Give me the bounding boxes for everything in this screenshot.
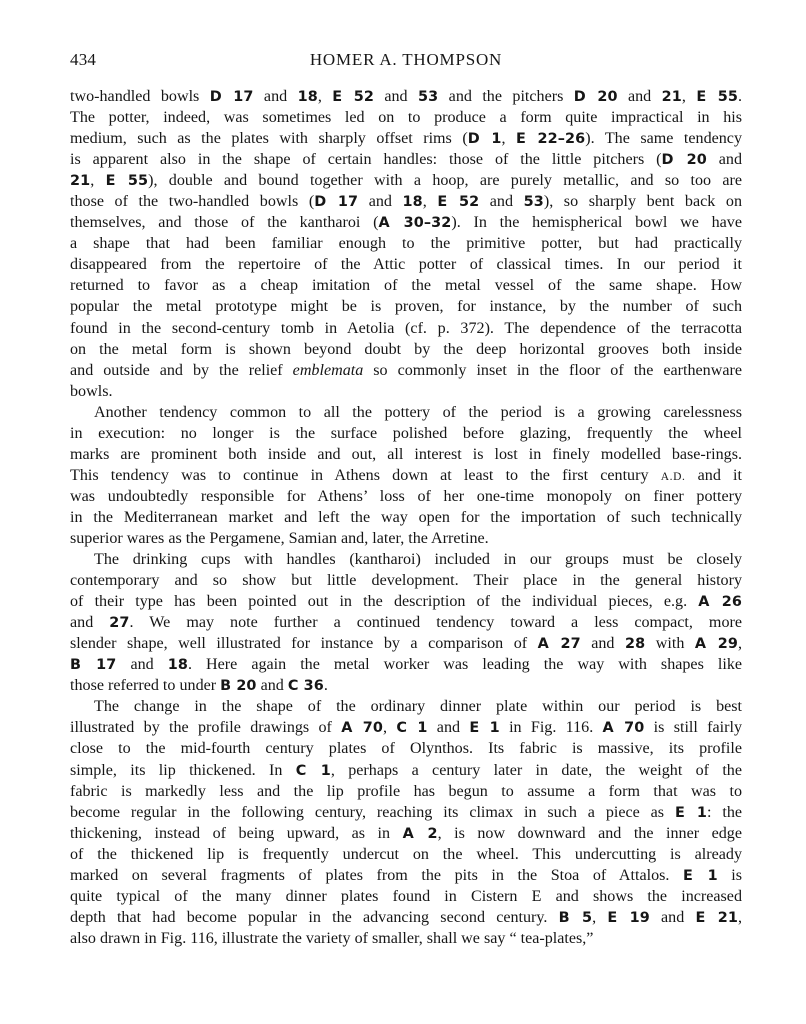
text-line: on the metal form is shown beyond doubt by the deep horizontal grooves both inside	[70, 340, 742, 358]
catalogue-reference: D 17	[314, 194, 359, 211]
catalogue-reference: A 27	[537, 636, 581, 653]
catalogue-reference: 21	[661, 89, 682, 105]
catalogue-reference: 53	[418, 89, 439, 105]
catalogue-reference: 18	[297, 89, 318, 105]
text-line: of their type has been pointed out in the description of the individual pieces, e.g. A 26	[70, 593, 742, 611]
catalogue-reference: E 19	[607, 909, 650, 926]
text-line: B 17 and 18. Here again the metal worker was leading the way with shapes like	[70, 656, 743, 674]
text-line: returned to favor as a cheap imitation of the metal vessel of the same shape. How	[70, 277, 742, 295]
text-line: contemporary and so show but little development. Their place in the general history	[70, 572, 742, 590]
catalogue-reference: E 21	[695, 909, 738, 926]
text-line: of the thickened lip is frequently undercut on the wheel. This undercutting is already	[70, 845, 742, 863]
catalogue-reference: D 20	[661, 152, 707, 169]
catalogue-reference: E 1	[674, 804, 707, 821]
catalogue-reference: A 70	[341, 720, 384, 737]
text-line: The potter, indeed, was sometimes led on to produce a form quite impractical in his	[70, 109, 742, 127]
text-line: This tendency was to continue in Athens down at least to the first century A.D. and it	[70, 466, 742, 484]
catalogue-reference: E 22–26	[515, 131, 586, 148]
body-text	[70, 86, 742, 949]
text-line: quite typical of the many dinner plates found in Cistern E and shows the increased	[70, 887, 742, 905]
catalogue-reference: 18	[167, 657, 188, 674]
catalogue-reference: 18	[402, 194, 423, 211]
running-title: HOMER A. THOMPSON	[309, 50, 503, 69]
text-line: illustrated by the profile drawings of A 70, C 1 and E 1 in Fig. 116. A 70 is still fairly	[70, 719, 743, 737]
text-line: thickening, instead of being upward, as in A 2, is now downward and the inner edge	[70, 824, 742, 842]
catalogue-reference: A 26	[698, 594, 742, 611]
text-line: Another tendency common to all the pottery of the period is a growing carelessness	[94, 403, 742, 421]
text-line: themselves, and those of the kantharoi (A 30–32). In the hemispherical bowl we have	[70, 214, 742, 232]
text-line: superior wares as the Pergamene, Samian and, later, the Arretine.	[70, 529, 489, 547]
catalogue-reference: D 1	[467, 131, 502, 148]
text-line: marks are prominent both inside and out, all interest is lost in finely modelled base-rings.	[70, 445, 742, 463]
catalogue-reference: A 2	[402, 825, 438, 842]
text-line: those of the two-handled bowls (D 17 and 18, E 52 and 53), so sharply bent back on	[70, 193, 742, 211]
catalogue-reference: B 17	[70, 657, 117, 674]
text-line: 21, E 55), double and bound together with a hoop, are purely metallic, and so too are	[70, 172, 742, 190]
catalogue-reference: D 17	[209, 89, 254, 105]
text-line: medium, such as the plates with sharply offset rims (D 1, E 22–26). The same tendency	[70, 130, 742, 148]
paragraph	[70, 696, 742, 949]
text-line: close to the mid-fourth century plates of Olynthos. Its fabric is massive, its profile	[70, 740, 742, 758]
catalogue-reference: B 5	[558, 909, 593, 926]
catalogue-reference: A 29	[694, 636, 738, 653]
catalogue-reference: B 20	[220, 678, 257, 695]
catalogue-reference: C 1	[295, 762, 331, 779]
catalogue-reference: 21	[70, 173, 91, 190]
text-line: bowls.	[70, 382, 113, 400]
text-line: was undoubtedly responsible for Athens’ loss of her one-time monopoly on finer pottery	[70, 487, 742, 505]
text-line: depth that had become popular in the advancing second century. B 5, E 19 and E 21,	[70, 908, 742, 926]
italic-term: emblemata	[292, 361, 364, 379]
text-line: is apparent also in the shape of certain handles: those of the little pitchers (D 20 and	[70, 151, 743, 169]
catalogue-reference: E 55	[105, 173, 149, 190]
text-line: a shape that had been familiar enough to the primitive potter, but had practically	[70, 235, 742, 253]
text-line: slender shape, well illustrated for instance by a comparison of A 27 and 28 with A 29,	[70, 635, 742, 653]
catalogue-reference: C 36	[287, 678, 324, 695]
page-number: 434	[70, 50, 97, 69]
paragraph	[70, 86, 742, 402]
catalogue-reference: A 30–32	[378, 215, 452, 232]
catalogue-reference: E 55	[696, 89, 738, 105]
catalogue-reference: E 1	[469, 720, 500, 737]
text-line: simple, its lip thickened. In C 1, perhaps a century later in date, the weight of the	[70, 761, 742, 779]
catalogue-reference: 27	[109, 615, 130, 632]
text-line: marked on several fragments of plates from the pits in the Stoa of Attalos. E 1 is	[70, 866, 742, 884]
text-line: found in the second-century tomb in Aetolia (cf. p. 372). The dependence of the terracotta	[70, 319, 742, 337]
text-line: in execution: no longer is the surface polished before glazing, frequently the wheel	[70, 424, 742, 442]
text-line: two-handled bowls D 17 and 18, E 52 and 53 and the pitchers D 20 and 21, E 55.	[70, 88, 743, 105]
text-line: those referred to under B 20 and C 36.	[70, 677, 328, 695]
text-line: also drawn in Fig. 116, illustrate the variety of smaller, shall we say “ tea-plates,”	[70, 929, 594, 947]
paragraph	[70, 402, 742, 549]
text-line: and outside and by the relief emblemata so commonly inset in the floor of the earthenware	[70, 361, 742, 379]
catalogue-reference: 28	[625, 636, 646, 653]
page-header	[70, 50, 742, 74]
text-line: become regular in the following century, reaching its climax in such a piece as E 1: the	[70, 803, 743, 821]
paragraph	[70, 549, 742, 696]
text-line: in the Mediterranean market and left the way open for the importation of such technically	[70, 508, 742, 526]
catalogue-reference: 53	[523, 194, 544, 211]
text-line: The change in the shape of the ordinary dinner plate within our period is best	[94, 698, 742, 716]
text-line: disappeared from the repertoire of the Attic potter of classical times. In our period it	[70, 256, 742, 274]
text-line: popular the metal prototype might be is proven, for instance, by the number of such	[70, 298, 742, 316]
catalogue-reference: E 1	[683, 867, 718, 884]
text-line: and 27. We may note further a continued tendency toward a less compact, more	[70, 614, 742, 632]
catalogue-reference: A 70	[602, 720, 645, 737]
text-line: fabric is markedly less and the lip profile has begun to assume a form that was to	[70, 782, 742, 800]
text-line: The drinking cups with handles (kantharoi) included in our groups must be closely	[94, 551, 742, 569]
catalogue-reference: C 1	[396, 720, 428, 737]
catalogue-reference: D 20	[573, 89, 618, 105]
small-caps-text: A.D.	[660, 470, 686, 483]
catalogue-reference: E 52	[332, 89, 374, 105]
catalogue-reference: E 52	[437, 194, 480, 211]
